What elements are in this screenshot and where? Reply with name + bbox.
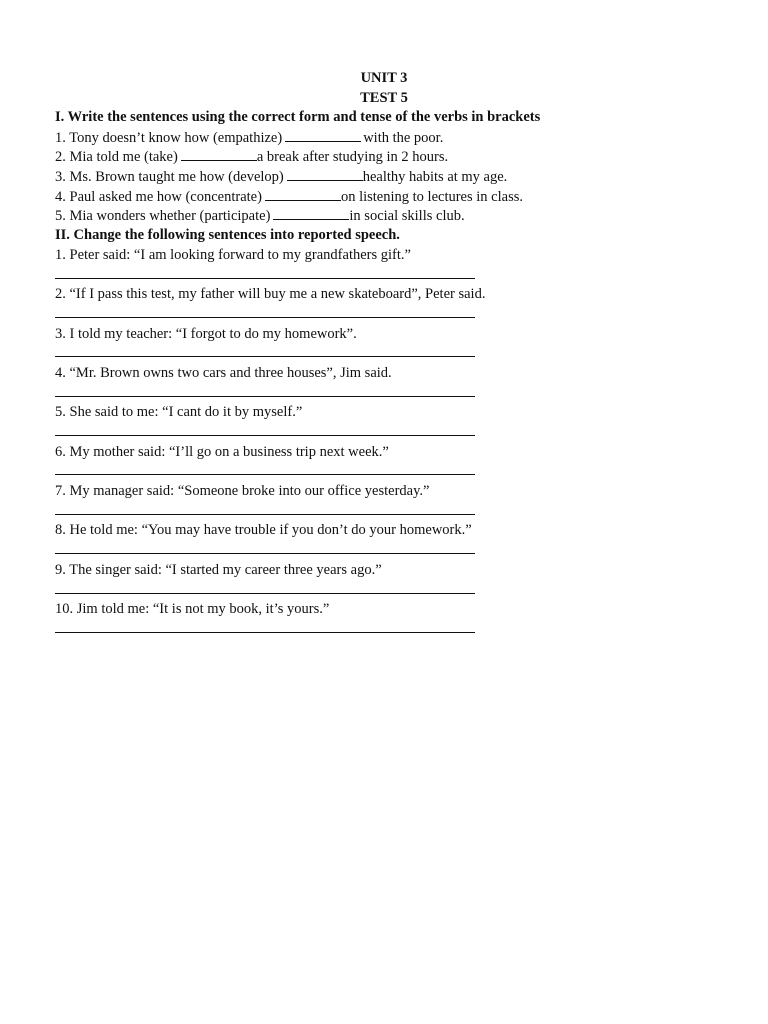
answer-line[interactable] bbox=[55, 423, 735, 443]
section-2-question: 7. My manager said: “Someone broke into our office yesterday.” bbox=[55, 483, 430, 500]
answer-blank[interactable] bbox=[285, 128, 361, 142]
section-1-item bbox=[55, 187, 735, 207]
section-2-question: 3. I told my teacher: “I forgot to do my homework”. bbox=[55, 325, 357, 342]
item-text-before: 5. Mia wonders whether (participate) bbox=[55, 208, 271, 225]
item-text-after: on listening to lectures in class. bbox=[340, 188, 523, 205]
section-1-item bbox=[55, 167, 735, 187]
answer-rule bbox=[55, 356, 475, 357]
answer-rule bbox=[55, 435, 475, 436]
item-text-before: 2. Mia told me (take) bbox=[55, 149, 178, 166]
answer-rule bbox=[55, 514, 475, 515]
answer-blank[interactable] bbox=[265, 187, 341, 201]
item-text-before: 4. Paul asked me how (concentrate) bbox=[55, 188, 262, 205]
section-1-heading: I. Write the sentences using the correct form and tense of the verbs in brackets bbox=[55, 109, 541, 125]
answer-rule bbox=[55, 593, 475, 594]
answer-line[interactable] bbox=[55, 344, 735, 364]
item-text-after: healthy habits at my age. bbox=[362, 169, 508, 186]
section-2-question: 8. He told me: “You may have trouble if you don’t do your homework.” bbox=[55, 522, 472, 539]
section-1-item bbox=[55, 128, 735, 148]
answer-line[interactable] bbox=[55, 305, 735, 325]
answer-line[interactable] bbox=[55, 266, 735, 286]
answer-line[interactable] bbox=[55, 462, 735, 482]
item-text-before: 3. Ms. Brown taught me how (develop) bbox=[55, 169, 284, 186]
test-title: TEST 5 bbox=[360, 90, 408, 106]
section-2-question: 5. She said to me: “I cant do it by myself.” bbox=[55, 404, 303, 421]
unit-title: UNIT 3 bbox=[360, 70, 408, 86]
answer-line[interactable] bbox=[55, 581, 735, 601]
item-text-after: in social skills club. bbox=[349, 208, 465, 225]
answer-blank[interactable] bbox=[273, 206, 349, 220]
section-2-question: 9. The singer said: “I started my career three years ago.” bbox=[55, 561, 382, 578]
section-2-heading: II. Change the following sentences into reported speech. bbox=[55, 227, 400, 244]
answer-rule bbox=[55, 553, 475, 554]
section-2-question: 2. “If I pass this test, my father will buy me a new skateboard”, Peter said. bbox=[55, 286, 486, 303]
section-2-question: 4. “Mr. Brown owns two cars and three houses”, Jim said. bbox=[55, 364, 392, 381]
answer-line[interactable] bbox=[55, 620, 735, 640]
answer-line[interactable] bbox=[55, 541, 735, 561]
item-text-after: a break after studying in 2 hours. bbox=[256, 149, 449, 166]
section-1-item bbox=[55, 206, 735, 226]
answer-rule bbox=[55, 317, 475, 318]
section-2-question: 10. Jim told me: “It is not my book, it’s yours.” bbox=[55, 601, 330, 618]
answer-rule bbox=[55, 632, 475, 633]
section-2-question: 6. My mother said: “I’ll go on a business trip next week.” bbox=[55, 443, 389, 460]
answer-line[interactable] bbox=[55, 502, 735, 522]
worksheet-content bbox=[55, 108, 735, 640]
answer-rule bbox=[55, 278, 475, 279]
item-text-before: 1. Tony doesn’t know how (empathize) bbox=[55, 129, 283, 146]
answer-rule bbox=[55, 396, 475, 397]
section-2-question: 1. Peter said: “I am looking forward to my grandfathers gift.” bbox=[55, 246, 411, 263]
answer-blank[interactable] bbox=[181, 147, 257, 161]
item-text-after: with the poor. bbox=[363, 129, 444, 146]
answer-blank[interactable] bbox=[287, 167, 363, 181]
section-1-item bbox=[55, 147, 735, 167]
answer-line[interactable] bbox=[55, 384, 735, 404]
answer-rule bbox=[55, 474, 475, 475]
